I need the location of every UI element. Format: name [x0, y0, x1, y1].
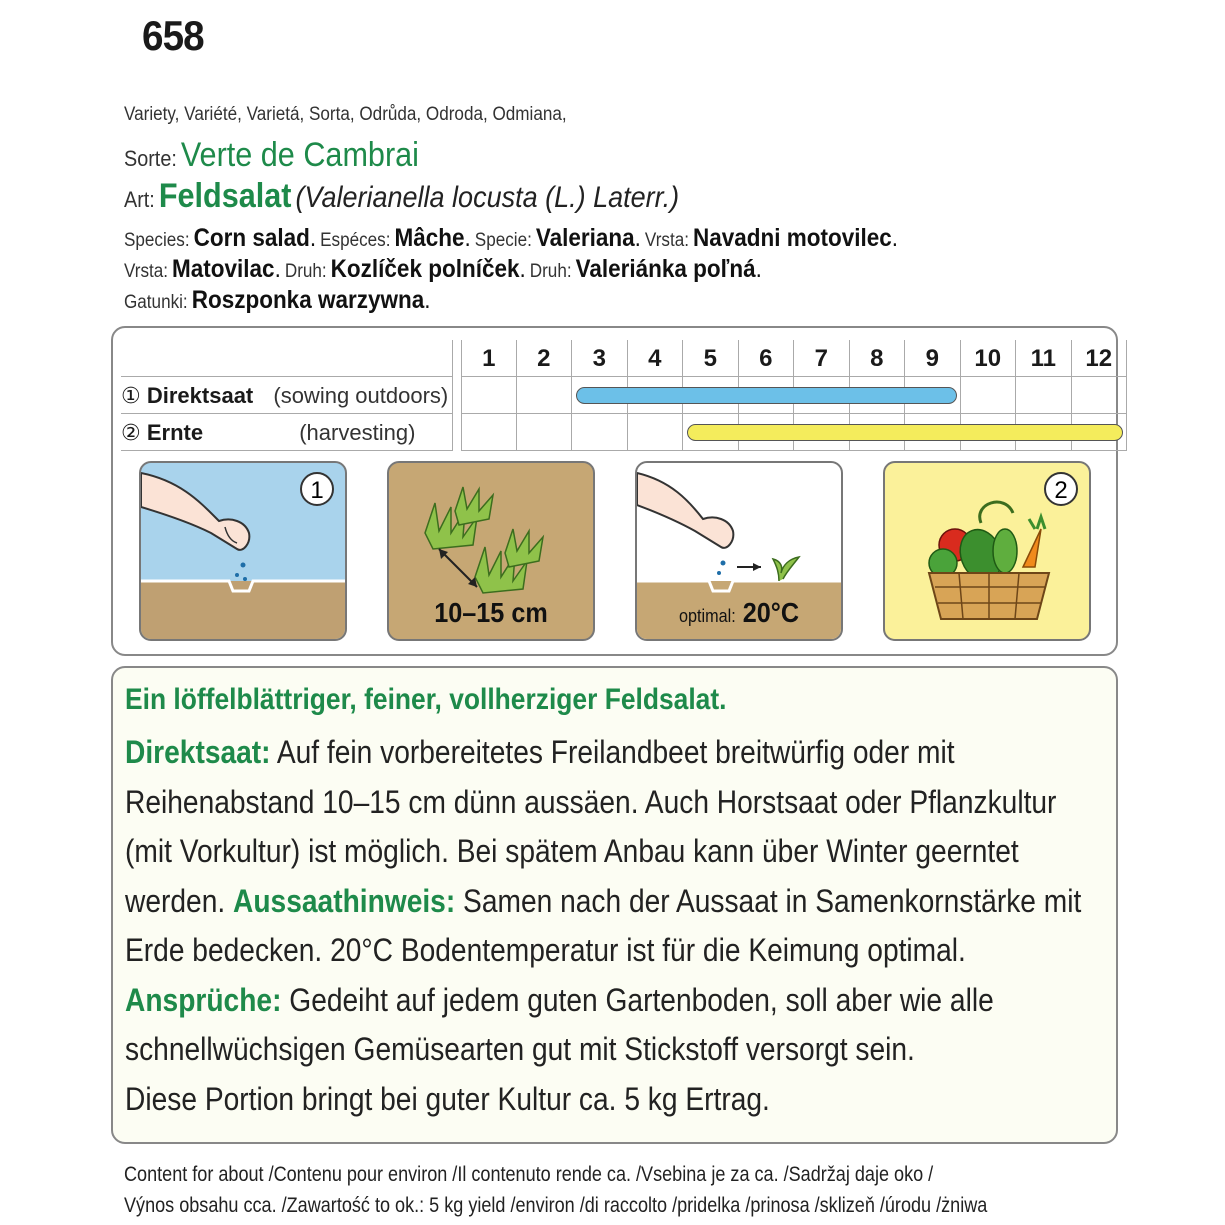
ansprueche-text: Gedeiht auf jedem guten Gartenboden, soll aber wie alle schnellwüchsigen Gemüsearten gut mit Stickstoff versorgt sein.: [125, 981, 994, 1067]
ansprueche-heading: Ansprüche:: [125, 981, 282, 1018]
headline: Ein löffelblättriger, feiner, vollherziger Feldsalat.: [125, 683, 727, 716]
cultivation-calendar: [111, 326, 1118, 656]
row-label-harvest: [121, 414, 453, 451]
row-name: Direktsaat: [146, 383, 254, 408]
packet-number: 658: [142, 12, 204, 59]
row-name: Ernte: [146, 420, 204, 445]
species-value: Valeriana: [535, 224, 635, 252]
calendar-cell: [572, 414, 628, 451]
svg-text:2: 2: [1054, 477, 1068, 504]
row-subtitle: (sowing outdoors): [273, 383, 449, 408]
spacing-caption: 10–15 cm: [434, 597, 548, 628]
latin-name: (Valerianella locusta (L.) Laterr.): [295, 181, 680, 214]
step-1-marker: ①: [121, 383, 141, 408]
pictogram-harvest: [883, 461, 1091, 641]
sorte-row: [124, 136, 419, 175]
step-2-marker: ②: [121, 420, 141, 445]
aussaat-heading: Aussaathinweis:: [233, 882, 456, 919]
footer-line-2: Výnos obsahu cca. /Zawartość to ok.: 5 kg yield /environ /di raccolto /pridelka /prinosa /sklizeň /úrodu /żniwa: [124, 1194, 988, 1217]
species-value: Matovilac: [172, 255, 275, 283]
month-header-11: 11: [1016, 340, 1072, 377]
sorte-label: Sorte:: [124, 146, 177, 171]
row-subtitle: (harvesting): [299, 420, 416, 445]
pictogram-sowing: [139, 461, 347, 641]
germination-caption: [647, 597, 831, 629]
month-header-row: [121, 340, 1127, 377]
species-label: Specie:: [474, 230, 532, 251]
species-label: Species:: [124, 230, 190, 251]
footer-line-1: Content for about /Contenu pour environ /Il contenuto rende ca. /Vsebina je za ca. /Sadržaj daje oko /: [124, 1163, 934, 1186]
description-paragraph: [125, 728, 1102, 1124]
month-header-6: 6: [739, 340, 795, 377]
month-header-7: 7: [794, 340, 850, 377]
month-header-5: 5: [683, 340, 739, 377]
svg-text:1: 1: [310, 477, 324, 504]
calendar-cell: [517, 414, 573, 451]
species-label: Vrsta:: [644, 230, 689, 251]
month-header-10: 10: [961, 340, 1017, 377]
calendar-row-sowing: [121, 377, 1111, 414]
sowing-period-bar: [576, 387, 957, 404]
temperature-value: 20°C: [742, 597, 800, 628]
month-header-2: 2: [517, 340, 573, 377]
description-content: [125, 678, 1093, 1124]
month-header-3: 3: [572, 340, 628, 377]
variety-name: Verte de Cambrai: [180, 136, 419, 174]
species-value: Navadni motovilec: [692, 224, 892, 252]
species-label: Espéces:: [320, 230, 391, 251]
variety-labels: Variety, Variété, Varietá, Sorta, Odrůda, Odroda, Odmiana,: [124, 104, 567, 125]
direktsaat-text: Auf fein vorbereitetes Freilandbeet breitwürfig oder mit Reihenabstand 10–15 cm dünn aussäen. Auch Horstsaat oder Pflanzkultur (mit Vorkultur) ist möglich. Bei spätem Anbau kann über Winter geerntet werden.: [125, 734, 1057, 919]
species-value: Kozlíček polníček: [330, 255, 520, 283]
calendar-cell: [517, 377, 573, 414]
month-header-8: 8: [850, 340, 906, 377]
month-header-12: 12: [1072, 340, 1128, 377]
species-label: Druh:: [284, 261, 327, 282]
species-value: Mâche: [394, 224, 465, 252]
calendar-cell: [1016, 377, 1072, 414]
calendar-cell: [461, 377, 517, 414]
header-blank-cell: [121, 340, 453, 377]
art-label: Art:: [124, 187, 155, 212]
aussaat-text: Samen nach der Aussaat in Samenkornstärke mit Erde bedecken. 20°C Bodentemperatur ist für die Keimung optimal.: [125, 882, 1082, 968]
month-header-9: 9: [905, 340, 961, 377]
species-label: Druh:: [529, 261, 572, 282]
species-name: Feldsalat: [158, 177, 292, 215]
species-value: Corn salad: [193, 224, 310, 252]
calendar-row-harvest: [121, 414, 1111, 451]
calendar-cell: [961, 377, 1017, 414]
description-panel: [111, 666, 1118, 1144]
pictogram-germination: [635, 461, 843, 641]
month-header-1: 1: [461, 340, 517, 377]
art-row: [124, 177, 679, 216]
optimal-label: optimal:: [678, 606, 736, 626]
row-label-sowing: [121, 377, 453, 414]
direktsaat-heading: Direktsaat:: [125, 734, 271, 770]
species-line-3: Gatunki: Roszponka warzywna.: [124, 286, 431, 314]
species-label: Gatunki:: [124, 292, 188, 313]
species-line-1: Species: Corn salad. Espéces: Mâche. Specie: Valeriana. Vrsta: Navadni motovilec.: [124, 224, 899, 252]
harvest-period-bar: [687, 424, 1123, 441]
yield-text: Diese Portion bringt bei guter Kultur ca. 5 kg Ertrag.: [125, 1080, 770, 1117]
calendar-cell: [628, 414, 684, 451]
month-header-4: 4: [628, 340, 684, 377]
species-value: Valeriánka poľná: [575, 255, 756, 283]
calendar-cell: [461, 414, 517, 451]
pictogram-row-spacing: [387, 461, 595, 641]
species-label: Vrsta:: [124, 261, 169, 282]
calendar-cell: [1072, 377, 1128, 414]
species-value: Roszponka warzywna: [191, 286, 425, 314]
species-line-2: Vrsta: Matovilac. Druh: Kozlíček polníček. Druh: Valeriánka poľná.: [124, 255, 762, 283]
